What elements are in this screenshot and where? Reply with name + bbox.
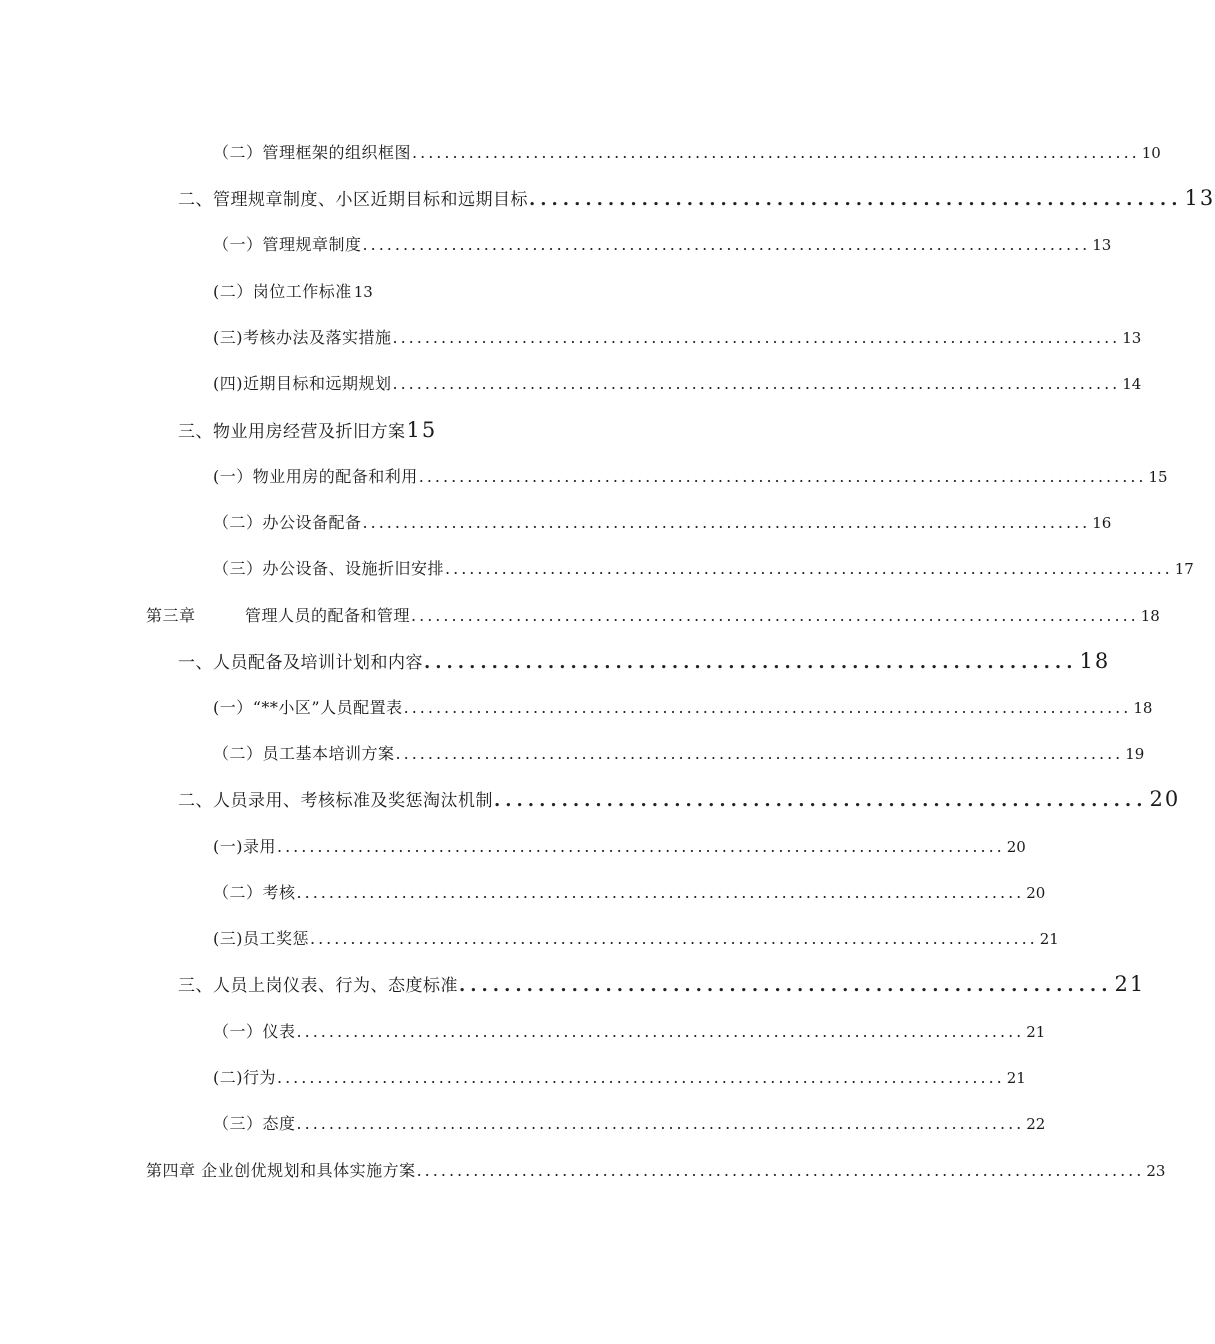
toc-entry-title: (二）岗位工作标准 bbox=[213, 282, 352, 301]
toc-entry-title: 三、人员上岗仪表、行为、态度标准 bbox=[178, 976, 458, 996]
toc-entry-page: 10 bbox=[1141, 144, 1161, 162]
toc-entry-title: (三)员工奖惩 bbox=[213, 929, 309, 948]
toc-entry-page: 18 bbox=[1133, 699, 1153, 717]
toc-entry-title: (一）物业用房的配备和利用 bbox=[213, 467, 418, 486]
toc-entry-title: 三、物业用房经营及折旧方案 bbox=[178, 422, 406, 442]
toc-leader-dots: .......................................................................................... bbox=[296, 883, 1025, 902]
toc-entry-title: 二、管理规章制度、小区近期目标和远期目标 bbox=[178, 190, 528, 210]
toc-entry bbox=[178, 971, 1146, 1001]
toc-leader-dots: .......................................................................................... bbox=[411, 606, 1139, 625]
toc-entry-title: 二、人员录用、考核标准及奖惩淘汰机制 bbox=[178, 791, 493, 811]
toc-entry-title: (一）“**小区”人员配置表 bbox=[213, 698, 403, 717]
toc-entry-title: (四)近期目标和远期规划 bbox=[213, 374, 392, 393]
toc-entry-page: 23 bbox=[1146, 1162, 1166, 1180]
toc-entry bbox=[213, 140, 1161, 170]
toc-entry-title: (三)考核办法及落实措施 bbox=[213, 328, 392, 347]
toc-leader-dots: .......................................................................................... bbox=[296, 1114, 1025, 1133]
toc-entry-title: 第四章 企业创优规划和具体实施方案 bbox=[146, 1161, 416, 1180]
toc-entry-title: (一)录用 bbox=[213, 837, 276, 856]
toc-leader-dots: .......................................................... bbox=[494, 790, 1148, 811]
toc-entry-title: （二）办公设备配备 bbox=[213, 513, 362, 532]
toc-entry bbox=[213, 510, 1112, 540]
toc-entry bbox=[178, 185, 1215, 215]
toc-leader-dots: .......................................................................................... bbox=[392, 374, 1121, 393]
toc-entry-title: 一、人员配备及培训计划和内容 bbox=[178, 653, 423, 673]
toc-leader-dots: .......................................................................................... bbox=[277, 837, 1005, 856]
toc-entry bbox=[146, 1158, 1166, 1188]
toc-entry bbox=[213, 926, 1059, 956]
toc-entry-title: 第三章 管理人员的配备和管理 bbox=[146, 606, 411, 625]
toc-leader-dots: .......................................................................................... bbox=[362, 235, 1091, 254]
toc-entry bbox=[213, 464, 1168, 494]
toc-entry bbox=[146, 603, 1160, 633]
toc-leader-dots: .......................................................................................... bbox=[310, 929, 1038, 948]
toc-entry bbox=[213, 880, 1046, 910]
toc-entry-title: (二)行为 bbox=[213, 1068, 276, 1087]
toc-entry bbox=[213, 741, 1145, 771]
toc-entry-page: 18 bbox=[1079, 649, 1111, 673]
toc-entry bbox=[213, 556, 1194, 586]
toc-entry bbox=[213, 325, 1142, 355]
toc-entry bbox=[213, 695, 1153, 725]
toc-entry-page: 20 bbox=[1149, 787, 1181, 811]
toc-entry-page: 20 bbox=[1006, 838, 1026, 856]
toc-entry-title: （一）仪表 bbox=[213, 1022, 296, 1041]
toc-entry bbox=[213, 1065, 1026, 1095]
toc-entry-page: 14 bbox=[1122, 375, 1142, 393]
toc-entry-page: 13 bbox=[1122, 329, 1142, 347]
toc-entry-page: 16 bbox=[1092, 514, 1112, 532]
toc-leader-dots: .......................................................................................... bbox=[403, 698, 1132, 717]
toc-entry-page: 20 bbox=[1026, 884, 1046, 902]
toc-entry-page: 21 bbox=[1026, 1023, 1046, 1041]
toc-entry-title: （三）办公设备、设施折旧安排 bbox=[213, 559, 445, 578]
toc-entry-title: （一）管理规章制度 bbox=[213, 235, 362, 254]
toc-entry-title: （二）管理框架的组织框图 bbox=[213, 143, 412, 162]
toc-leader-dots: .......................................................................................... bbox=[277, 1068, 1005, 1087]
toc-entry-page: 18 bbox=[1140, 607, 1160, 625]
toc-entry bbox=[213, 371, 1142, 401]
toc-leader-dots: .......................................................................................... bbox=[362, 513, 1091, 532]
toc-entry-page: 21 bbox=[1006, 1069, 1026, 1087]
toc-leader-dots: .......................................................................................... bbox=[392, 328, 1121, 347]
toc-entry bbox=[213, 1111, 1046, 1141]
toc-entry-page: 21 bbox=[1039, 930, 1059, 948]
toc-entry-title: （二）考核 bbox=[213, 883, 296, 902]
toc-entry-page: 15 bbox=[1148, 468, 1168, 486]
toc-entry bbox=[213, 834, 1026, 864]
toc-entry-page: 21 bbox=[1114, 972, 1146, 996]
toc-leader-dots: .......................................................................................... bbox=[296, 1022, 1025, 1041]
toc-entry-page: 15 bbox=[406, 418, 438, 442]
toc-leader-dots: .......................................................................................... bbox=[445, 559, 1173, 578]
toc-leader-dots: .......................................................................................... bbox=[412, 143, 1140, 162]
toc-entry-page: 13 bbox=[1184, 186, 1215, 210]
toc-leader-dots: .......................................................... bbox=[459, 975, 1113, 996]
toc-entry bbox=[178, 417, 803, 447]
toc-entry-page: 22 bbox=[1026, 1115, 1046, 1133]
toc-entry bbox=[178, 786, 1181, 816]
toc-entry-title: （三）态度 bbox=[213, 1114, 296, 1133]
toc-leader-dots: .......................................................................................... bbox=[418, 467, 1147, 486]
toc-entry-page: 17 bbox=[1174, 560, 1194, 578]
toc-entry-page: 13 bbox=[1092, 236, 1112, 254]
toc-entry bbox=[213, 279, 803, 309]
toc-leader-dots: .......................................................................................... bbox=[395, 744, 1124, 763]
toc-leader-dots: .......................................................................................... bbox=[416, 1161, 1145, 1180]
toc-entry bbox=[213, 232, 1112, 262]
toc-entry bbox=[178, 648, 1111, 678]
toc-entry bbox=[213, 1019, 1046, 1049]
toc-entry-page: 13 bbox=[353, 283, 373, 301]
toc-entry-title: （二）员工基本培训方案 bbox=[213, 744, 395, 763]
toc-entry-page: 19 bbox=[1125, 745, 1145, 763]
toc-leader-dots: .......................................................... bbox=[529, 189, 1183, 210]
toc-leader-dots: .......................................................... bbox=[424, 652, 1078, 673]
